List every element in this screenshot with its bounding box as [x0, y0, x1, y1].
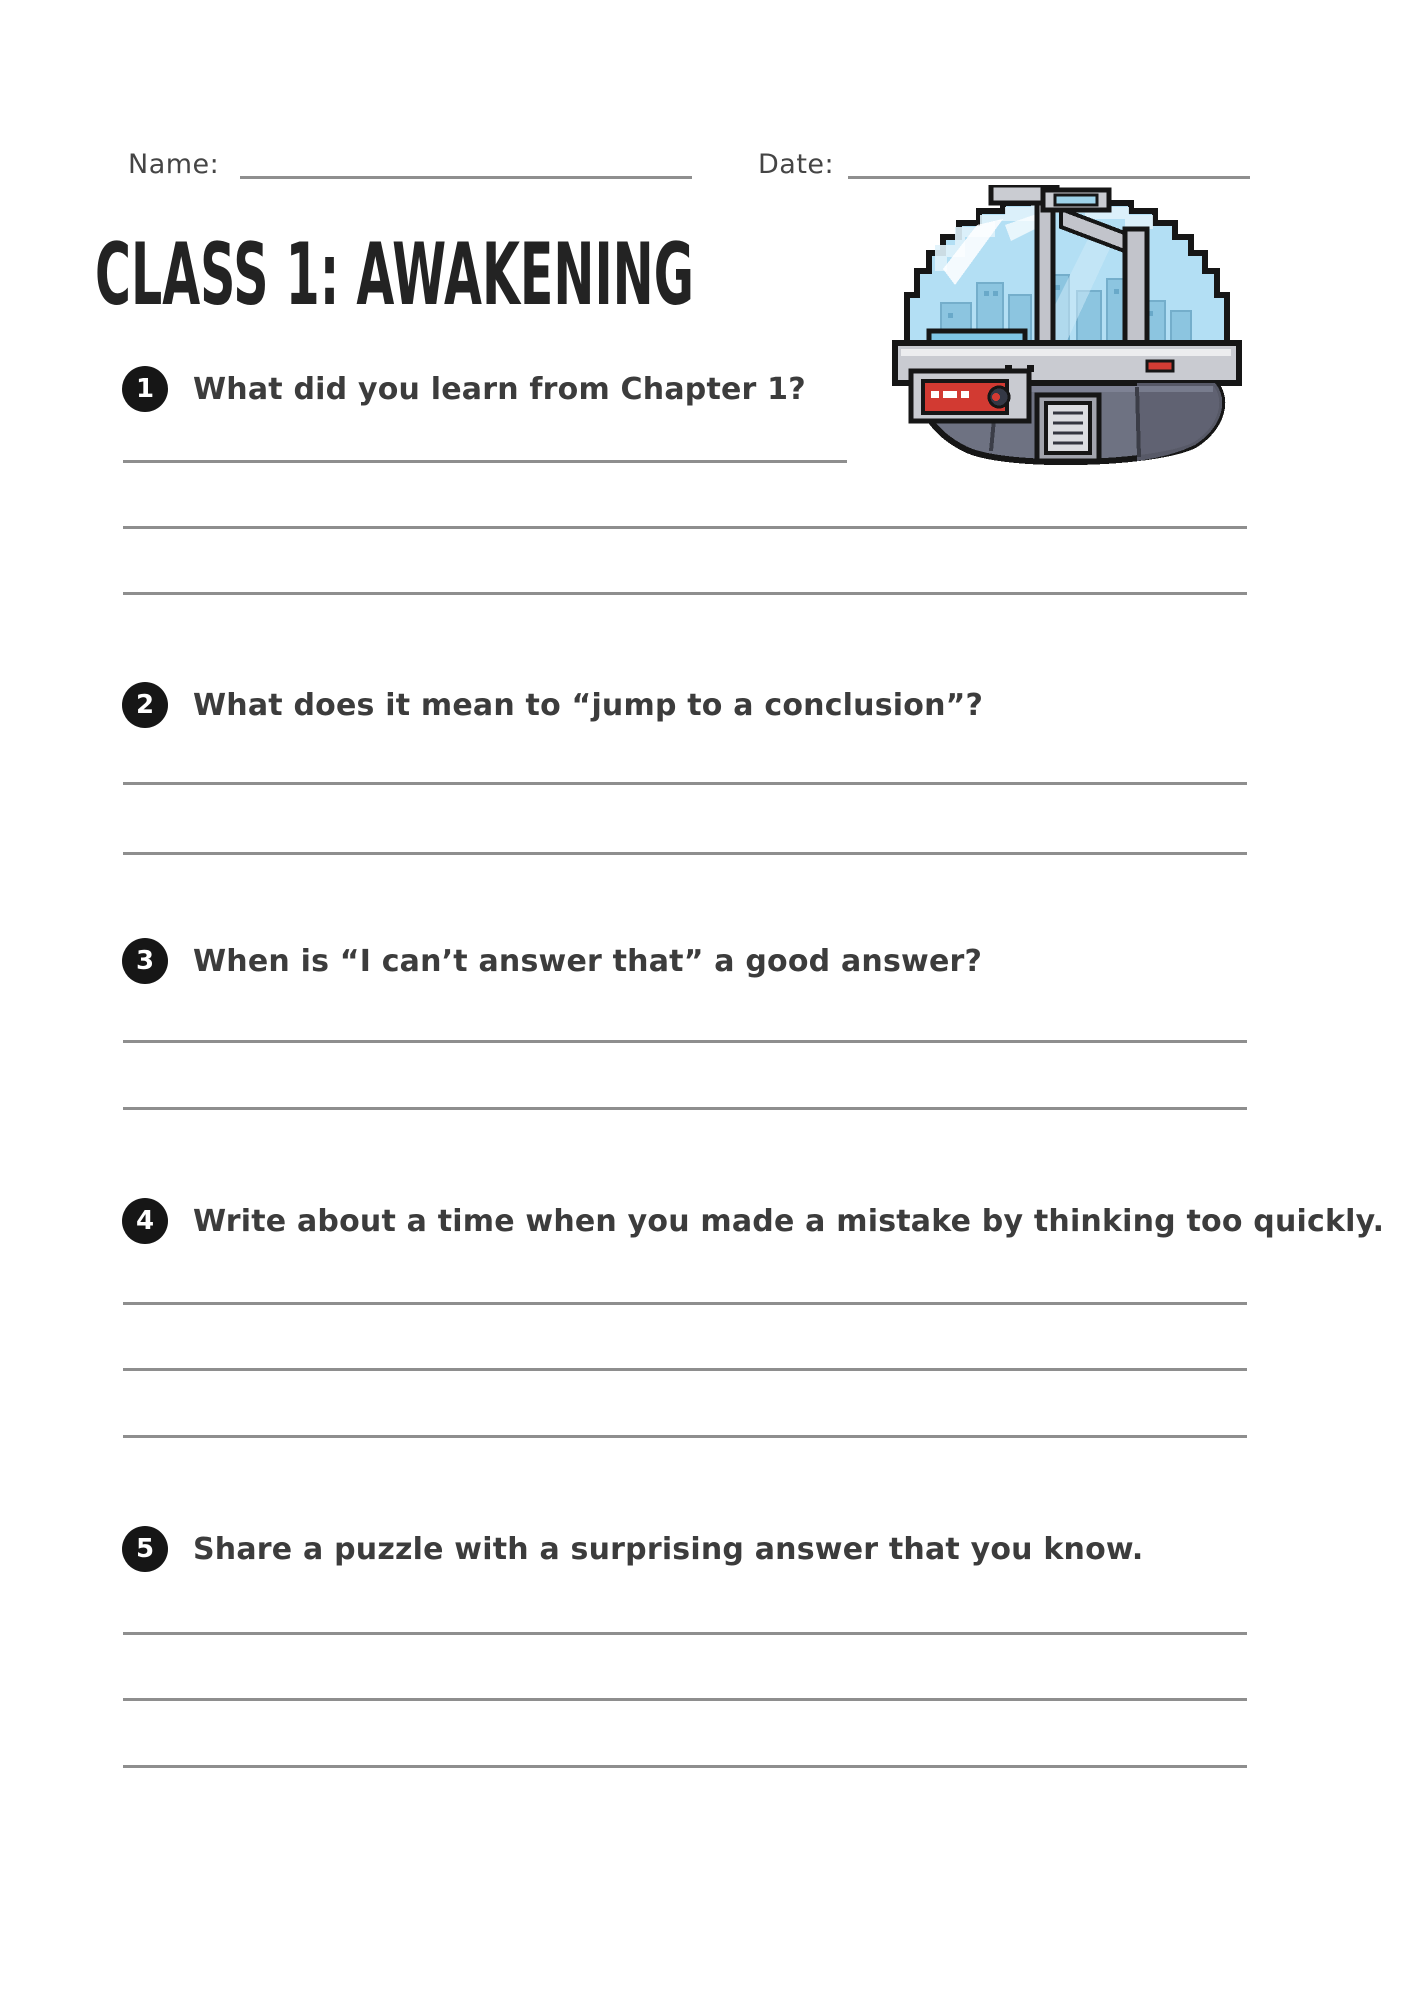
question-1-badge	[122, 366, 168, 412]
question-4-badge	[122, 1198, 168, 1244]
name-label: Name:	[128, 149, 220, 180]
answer-line[interactable]	[123, 1040, 1247, 1043]
date-label: Date:	[758, 149, 835, 180]
answer-line[interactable]	[123, 1435, 1247, 1438]
question-3-badge	[122, 938, 168, 984]
answer-line[interactable]	[123, 460, 847, 463]
question-2-text: What does it mean to “jump to a conclusion”?	[193, 687, 984, 723]
answer-line[interactable]	[123, 782, 1247, 785]
answer-line[interactable]	[123, 1765, 1247, 1768]
answer-line[interactable]	[123, 1107, 1247, 1110]
question-1-number: 1	[135, 374, 155, 404]
question-2-number: 2	[135, 690, 155, 720]
question-4-text: Write about a time when you made a mistake by thinking too quickly.	[193, 1203, 1385, 1239]
answer-line[interactable]	[123, 592, 1247, 595]
question-5-badge	[122, 1526, 168, 1572]
question-2-badge	[122, 682, 168, 728]
question-3-number: 3	[135, 946, 155, 976]
date-field-line[interactable]	[848, 176, 1250, 179]
answer-line[interactable]	[123, 1632, 1247, 1635]
answer-line[interactable]	[123, 1368, 1247, 1371]
question-5-text: Share a puzzle with a surprising answer that you know.	[193, 1531, 1144, 1567]
question-row-1	[122, 366, 806, 412]
question-3-text: When is “I can’t answer that” a good answer?	[193, 943, 983, 979]
answer-line[interactable]	[123, 852, 1247, 855]
answer-line[interactable]	[123, 1698, 1247, 1701]
page-title: CLASS 1: AWAKENING	[95, 225, 694, 325]
question-row-2	[122, 682, 983, 728]
question-row-3	[122, 938, 982, 984]
question-row-4	[122, 1198, 1384, 1244]
answer-line[interactable]	[123, 526, 1247, 529]
question-row-5	[122, 1526, 1143, 1572]
answer-line[interactable]	[123, 1302, 1247, 1305]
dome-habitat-illustration	[885, 185, 1250, 470]
question-1-text: What did you learn from Chapter 1?	[193, 371, 806, 407]
question-5-number: 5	[135, 1534, 155, 1564]
question-4-number: 4	[135, 1206, 155, 1236]
name-field-line[interactable]	[240, 176, 692, 179]
